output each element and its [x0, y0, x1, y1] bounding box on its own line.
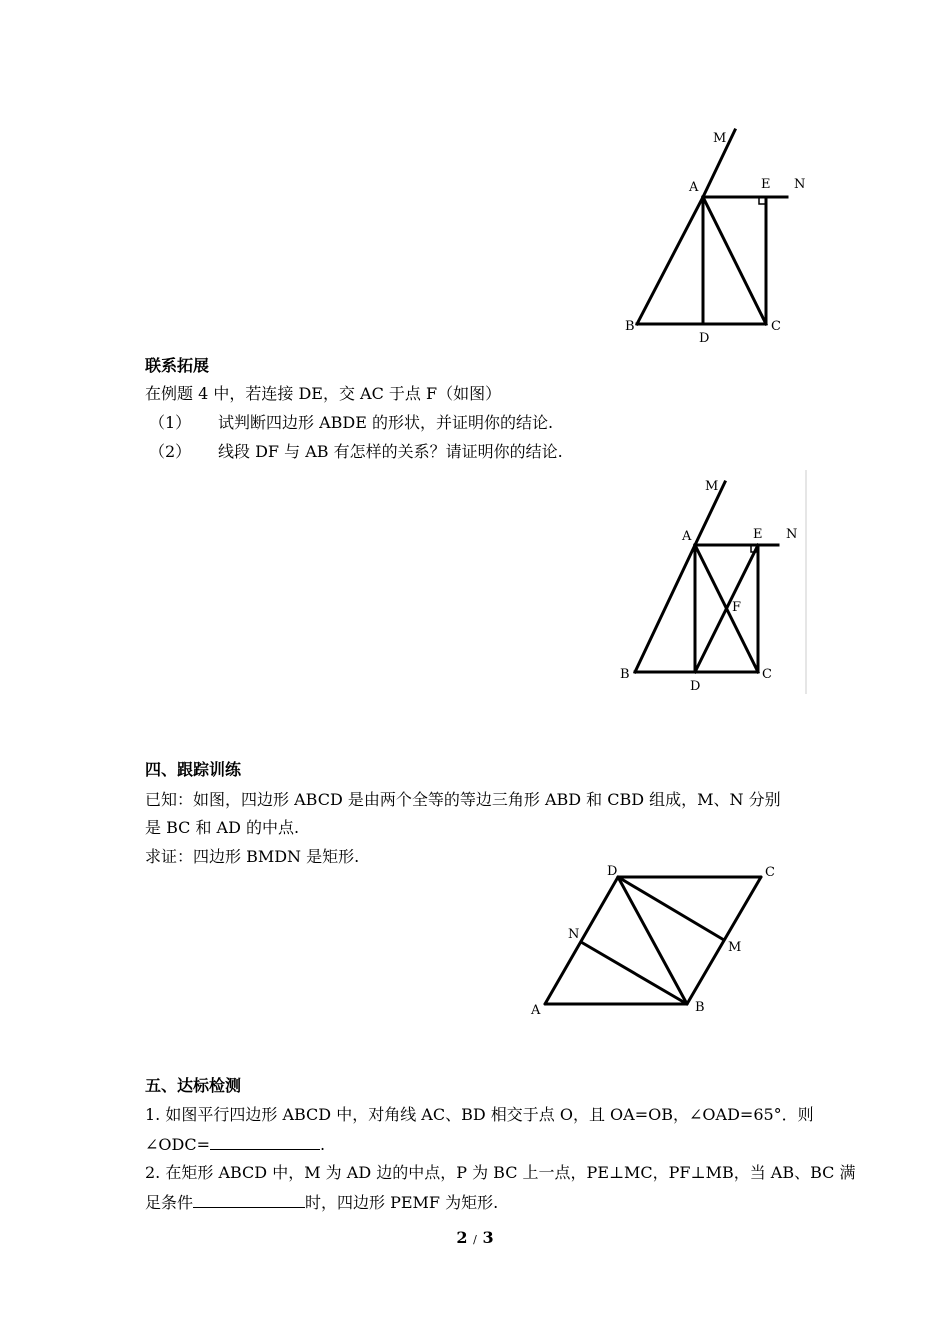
label-b: B	[695, 1000, 705, 1015]
period: .	[320, 1135, 326, 1154]
label-a: A	[689, 180, 699, 195]
total-pages: 3	[482, 1228, 494, 1247]
angle-odc-label: ∠ODC=	[145, 1135, 210, 1154]
figure-2	[612, 468, 812, 698]
label-n: N	[786, 527, 798, 542]
question-2-text: 线段 DF 与 AB 有怎样的关系？请证明你的结论.	[218, 442, 563, 461]
label-a: A	[682, 529, 692, 544]
label-e: E	[761, 177, 771, 192]
label-m: M	[728, 940, 742, 955]
label-d: D	[699, 331, 710, 346]
current-page: 2	[456, 1228, 468, 1247]
section-title-tracking: 四、跟踪训练	[145, 760, 242, 779]
condition-tail: 时，四边形 PEMF 为矩形.	[305, 1193, 499, 1212]
question-1-number: （1）	[149, 413, 192, 432]
section-title-test: 五、达标检测	[145, 1076, 242, 1095]
answer-blank-2[interactable]	[193, 1189, 305, 1208]
test-question-2-line-1: 2. 在矩形 ABCD 中，M 为 AD 边的中点，P 为 BC 上一点，PE⊥MC，PF⊥MB，当 AB、BC 满	[145, 1163, 856, 1182]
line-ab	[635, 545, 695, 672]
tracking-line-3: 求证：四边形 BMDN 是矩形.	[145, 847, 360, 866]
section-title-extension: 联系拓展	[145, 356, 210, 375]
line-ab	[637, 197, 703, 324]
label-d: D	[690, 679, 701, 694]
label-c: C	[762, 667, 772, 682]
test-question-1-line-1: 1. 如图平行四边形 ABCD 中，对角线 AC、BD 相交于点 O，且 OA=OB，∠OAD=65°．则	[145, 1105, 814, 1124]
label-c: C	[765, 865, 775, 880]
line-da	[545, 877, 618, 1004]
question-2-number: （2）	[149, 442, 192, 461]
test-question-1-line-2	[145, 1131, 325, 1159]
label-c: C	[771, 319, 781, 334]
test-question-2-line-2	[145, 1189, 498, 1217]
label-b: B	[620, 667, 630, 682]
label-n: N	[568, 927, 580, 942]
page-number	[0, 1228, 950, 1247]
label-n: N	[794, 177, 806, 192]
answer-blank-1[interactable]	[210, 1131, 320, 1150]
tracking-line-2: 是 BC 和 AD 的中点.	[145, 818, 300, 837]
label-m: M	[705, 479, 719, 494]
figure-1	[615, 118, 815, 348]
question-1-text: 试判断四边形 ABDE 的形状，并证明你的结论.	[218, 413, 554, 432]
condition-label: 足条件	[145, 1193, 194, 1212]
label-f: F	[732, 600, 742, 615]
label-e: E	[753, 527, 763, 542]
extension-intro: 在例题 4 中，若连接 DE，交 AC 于点 F（如图）	[145, 384, 502, 403]
label-b: B	[625, 319, 635, 334]
label-a: A	[531, 1003, 541, 1018]
figure-3	[525, 860, 785, 1020]
label-d: D	[607, 864, 618, 879]
tracking-line-1: 已知：如图，四边形 ABCD 是由两个全等的等边三角形 ABD 和 CBD 组成，M、N 分别	[145, 790, 781, 809]
page-separator: /	[473, 1233, 477, 1246]
label-m: M	[713, 131, 727, 146]
line-ac	[703, 197, 766, 324]
